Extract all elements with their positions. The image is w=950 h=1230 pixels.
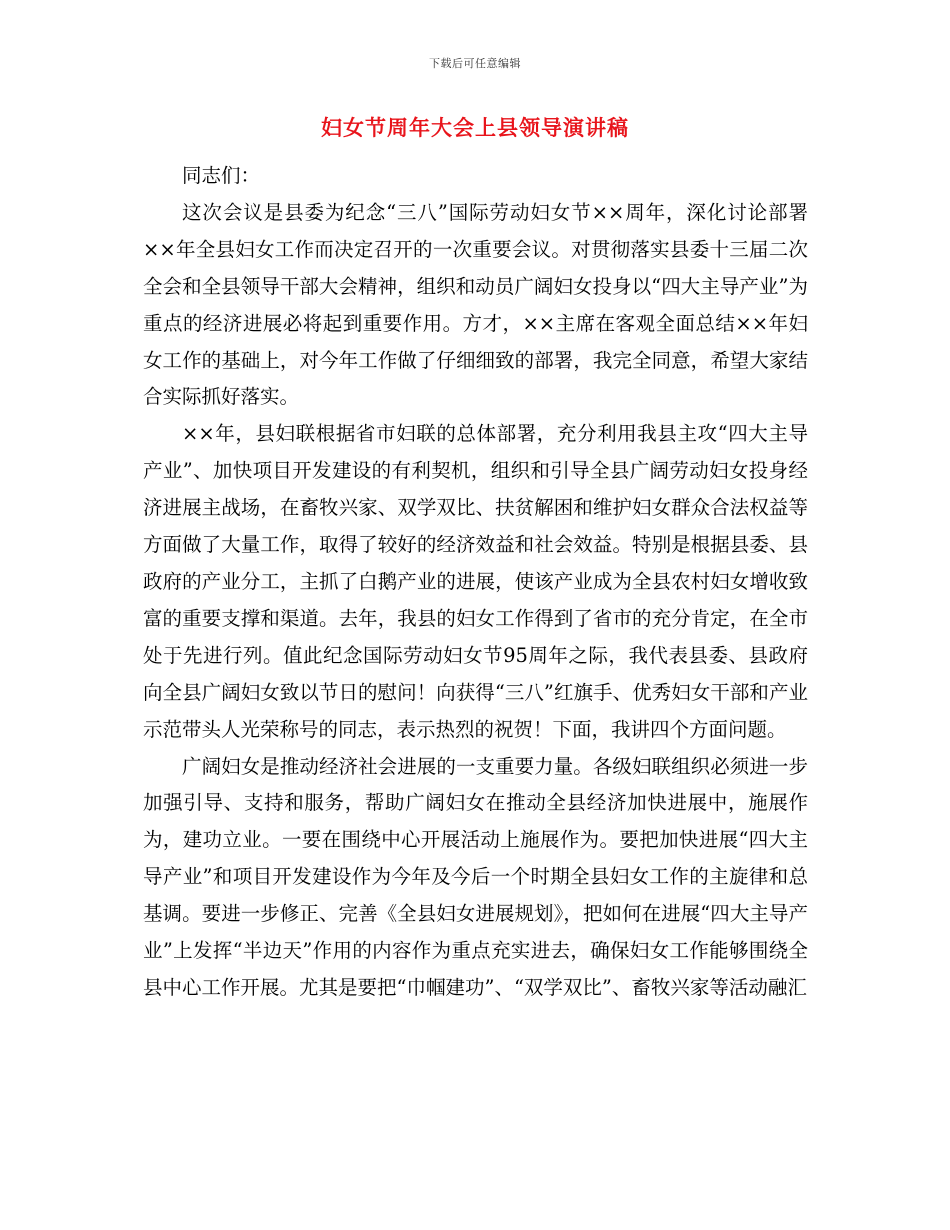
body-paragraph: ××年，县妇联根据省市妇联的总体部署，充分利用我县主攻“四大主导产业”、加快项目开发建设的有利契机，组织和引导全县广阔劳动妇女投身经济进展主战场，在畜牧兴家、双学双比、扶贫解困和维护妇女群众合法权益等方面做了大量工作，取得了较好的经济效益和社会效益。特别是根据县委、县政府的产业分工，主抓了白鹅产业的进展，使该产业成为全县农村妇女增收致富的重要支撑和渠道。去年，我县的妇女工作得到了省市的充分肯定，在全市处于先进行列。值此纪念国际劳动妇女节95周年之际，我代表县委、县政府向全县广阔妇女致以节日的慰问！向获得“三八”红旗手、优秀妇女干部和产业示范带头人光荣称号的同志，表示热烈的祝贺！下面，我讲四个方面问题。: [143, 422, 808, 741]
document-body: [143, 158, 808, 1007]
body-paragraph: 这次会议是县委为纪念“三八”国际劳动妇女节××周年，深化讨论部署××年全县妇女工作而决定召开的一次重要会议。对贯彻落实县委十三届二次全会和全县领导干部大会精神，组织和动员广阔妇女投身以“四大主导产业”为重点的经济进展必将起到重要作用。方才，××主席在客观全面总结××年妇女工作的基础上，对今年工作做了仔细细致的部署，我完全同意，希望大家结合实际抓好落实。: [143, 200, 808, 409]
body-paragraph: 广阔妇女是推动经济社会进展的一支重要力量。各级妇联组织必须进一步加强引导、支持和服务，帮助广阔妇女在推动全县经济加快进展中，施展作为，建功立业。一要在围绕中心开展活动上施展作为。要把加快进展“四大主导产业”和项目开发建设作为今年及今后一个时期全县妇女工作的主旋律和总基调。要进一步修正、完善《全县妇女进展规划》，把如何在进展“四大主导产业”上发挥“半边天”作用的内容作为重点充实进去，确保妇女工作能够围绕全县中心工作开展。尤其是要把“巾帼建功”、“双学双比”、畜牧兴家等活动融汇: [143, 754, 808, 999]
page-header-note: 下载后可任意编辑: [429, 57, 521, 70]
document-title: 妇女节周年大会上县领导演讲稿: [321, 115, 629, 140]
salutation: 同志们：: [182, 164, 261, 187]
